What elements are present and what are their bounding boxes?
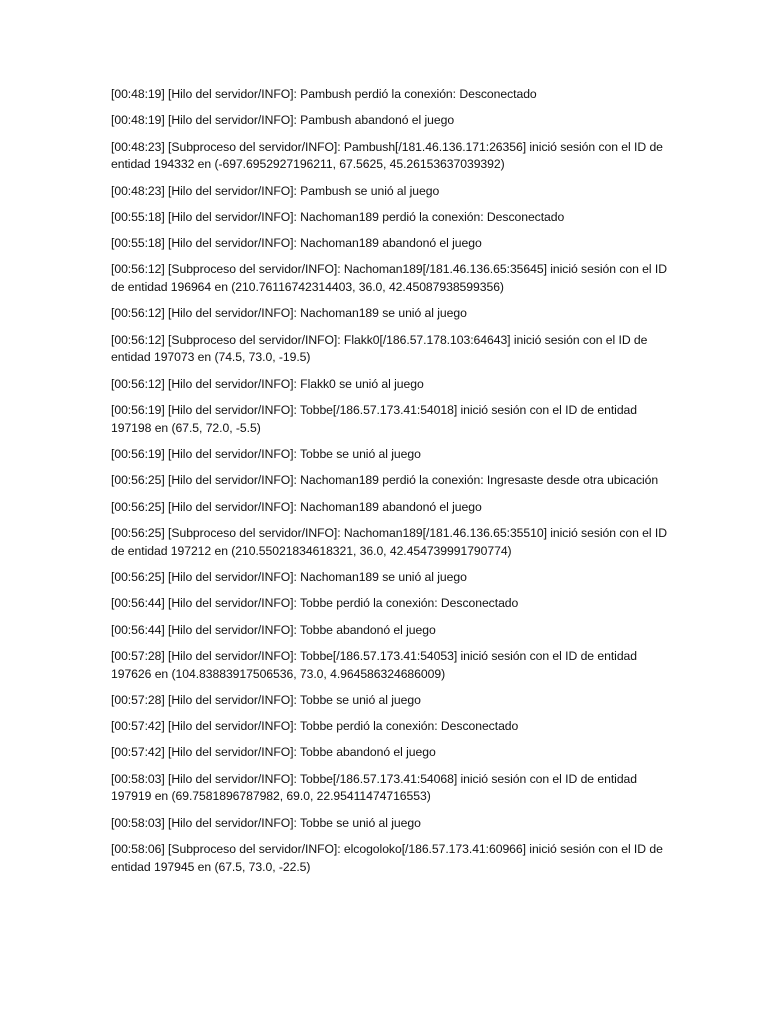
log-line: [00:56:25] [Hilo del servidor/INFO]: Nachoman189 se unió al juego [111,569,467,584]
log-line: [00:48:19] [Hilo del servidor/INFO]: Pambush abandonó el juego [111,113,455,128]
log-line: [00:56:12] [Subproceso del servidor/INFO]: Nachoman189[/181.46.136.65:35645] inició sesión con el ID de entidad 196964 en (210.76116742314403, 36.0, 42.45087938599356) [111,262,667,295]
log-line: [00:55:18] [Hilo del servidor/INFO]: Nachoman189 perdió la conexión: Desconectado [111,209,565,224]
log-line: [00:57:28] [Hilo del servidor/INFO]: Tobbe[/186.57.173.41:54053] inició sesión con el ID de entidad 197626 en (104.83883917506536, 73.0, 4.964586324686009) [111,648,637,681]
log-line: [00:56:12] [Subproceso del servidor/INFO]: Flakk0[/186.57.178.103:64643] inició sesión con el ID de entidad 197073 en (74.5, 73.0, -19.5) [111,332,648,365]
log-line: [00:56:25] [Hilo del servidor/INFO]: Nachoman189 abandonó el juego [111,499,482,514]
log-line: [00:57:28] [Hilo del servidor/INFO]: Tobbe se unió al juego [111,692,421,707]
log-line: [00:56:19] [Hilo del servidor/INFO]: Tobbe[/186.57.173.41:54018] inició sesión con el ID de entidad 197198 en (67.5, 72.0, -5.5) [111,403,637,435]
log-line: [00:48:23] [Hilo del servidor/INFO]: Pambush se unió al juego [111,183,440,198]
log-line: [00:56:44] [Hilo del servidor/INFO]: Tobbe perdió la conexión: Desconectado [111,596,519,611]
log-line: [00:58:03] [Hilo del servidor/INFO]: Tobbe se unió al juego [111,815,421,830]
log-line: [00:48:19] [Hilo del servidor/INFO]: Pambush perdió la conexión: Desconectado [111,87,537,101]
log-line: [00:56:19] [Hilo del servidor/INFO]: Tobbe se unió al juego [111,447,421,462]
log-line: [00:58:06] [Subproceso del servidor/INFO]: elcogoloko[/186.57.173.41:60966] inició sesión con el ID de entidad 197945 en (67.5, 73.0, -22.5) [111,842,663,874]
log-line: [00:57:42] [Hilo del servidor/INFO]: Tobbe perdió la conexión: Desconectado [111,719,519,734]
log-line: [00:56:12] [Hilo del servidor/INFO]: Nachoman189 se unió al juego [111,306,467,321]
log-line: [00:58:03] [Hilo del servidor/INFO]: Tobbe[/186.57.173.41:54068] inició sesión con el ID de entidad 197919 en (69.7581896787982, 69.0, 22.95411474716553) [111,771,637,804]
log-line: [00:57:42] [Hilo del servidor/INFO]: Tobbe abandonó el juego [111,745,436,760]
log-line: [00:56:25] [Hilo del servidor/INFO]: Nachoman189 perdió la conexión: Ingresaste desde otra ubicación [111,473,659,488]
log-line: [00:48:23] [Subproceso del servidor/INFO]: Pambush[/181.46.136.171:26356] inició sesión con el ID de entidad 194332 en (-697.6952927196211, 67.5625, 45.26153637039392) [111,139,663,172]
log-line: [00:56:44] [Hilo del servidor/INFO]: Tobbe abandonó el juego [111,622,436,637]
log-line: [00:56:25] [Subproceso del servidor/INFO]: Nachoman189[/181.46.136.65:35510] inició sesión con el ID de entidad 197212 en (210.55021834618321, 36.0, 42.454739991790774) [111,525,667,558]
log-line: [00:56:12] [Hilo del servidor/INFO]: Flakk0 se unió al juego [111,376,424,391]
log-line: [00:55:18] [Hilo del servidor/INFO]: Nachoman189 abandonó el juego [111,236,482,251]
